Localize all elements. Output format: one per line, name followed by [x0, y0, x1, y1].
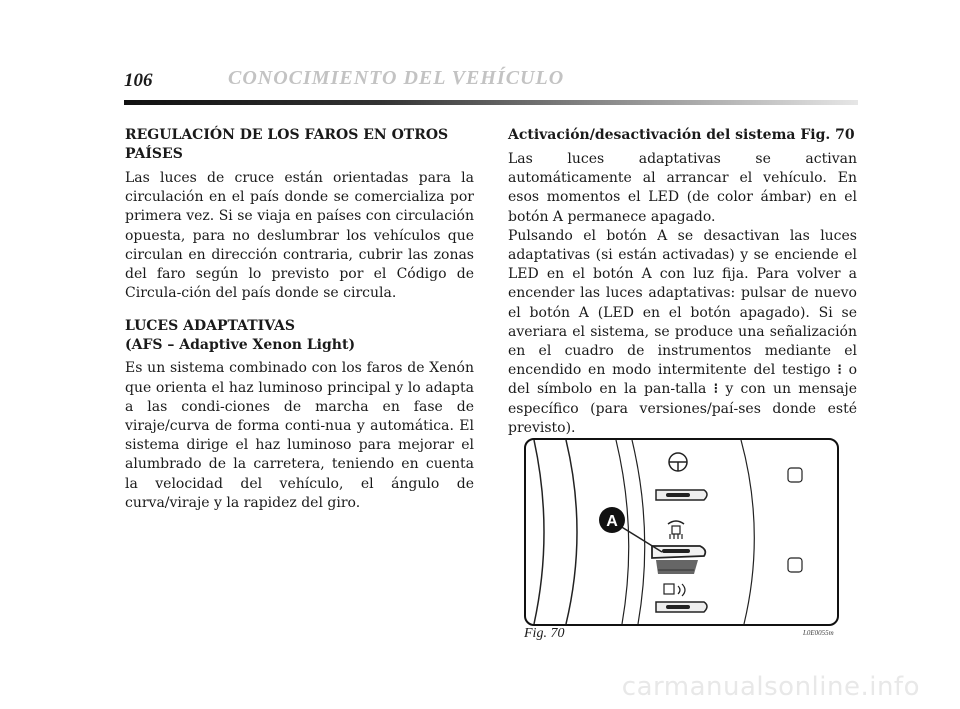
- heading-line2-close: ): [348, 337, 356, 354]
- figure-dashboard-button: [524, 438, 839, 626]
- dashboard-illustration: [526, 440, 837, 624]
- section-heading-activation: Activación/desactivación del sistema Fig. 70: [508, 127, 855, 143]
- left-column: [125, 126, 474, 513]
- parking-sensor-icon: [664, 584, 685, 596]
- page-number: 106: [124, 70, 153, 91]
- header-rule: [124, 100, 858, 105]
- paragraph-activation-1: Las luces adaptativas se activan automáticamente al arrancar el vehículo. En esos momentos el LED (de color ámbar) en el botón A permanece apagado.: [508, 151, 857, 225]
- lower-button: [656, 602, 707, 612]
- section-heading-foreign-countries: REGULACIÓN DE LOS FAROS EN OTROS PAÍSES: [125, 127, 449, 162]
- right-column: [508, 126, 857, 438]
- paragraph-activation-2: [508, 227, 857, 438]
- warning-light-icon: ⁝: [837, 362, 842, 379]
- display-symbol-icon: ⁝: [713, 381, 719, 398]
- upper-button: [656, 490, 707, 500]
- heading-line2-open: (: [125, 337, 132, 354]
- paragraph-activation-2-part1: Pulsando el botón A se desactivan las luces adaptativas (si están activadas) y se enciende el LED en el botón A con luz fija. Para volver a encender las luces adaptativas: pulsar de nuevo el botón A (LED en el botón apagado). Si se averiara el sistema, se produce una señalización en el cuadro de instrumentos mediante el encendido en modo intermitente del testigo: [508, 227, 857, 379]
- paragraph-activation-2-part2: o del símbolo en la pan-talla: [508, 362, 857, 398]
- watermark: carmanualsonline.info: [621, 672, 920, 702]
- section-heading-adaptive-lights: [125, 317, 474, 355]
- running-title: CONOCIMIENTO DEL VEHÍCULO: [228, 67, 565, 89]
- paragraph-adaptive-lights: Es un sistema combinado con los faros de Xenón que orienta el haz luminoso principal y lo adapta a las condi-ciones de marcha en fase de viraje/curva de forma conti-nua y automática. El sistema dirige el haz luminoso para mejorar el alumbrado de la carretera, teniendo en cuenta la velocidad del vehículo, el ángulo de curva/viraje y la rapidez del giro.: [125, 360, 474, 511]
- paragraph-foreign-countries: Las luces de cruce están orientadas para la circulación en el país donde se comercializa por primera vez. Si se viaja en países con circulación opuesta, para no deslumbrar los vehículos que circulan en dirección contraria, cubrir las zonas del faro según lo previsto por el Código de Circula-ción del país donde se circula.: [125, 170, 474, 302]
- figure-code: L0E0055m: [803, 629, 834, 637]
- paragraph-activation-2-part3: y con un mensaje específico (para versiones/paí-ses donde esté previsto).: [508, 381, 858, 436]
- steering-wheel-icon: [669, 453, 687, 471]
- figure-caption: Fig. 70: [524, 626, 565, 641]
- heading-line2-bold: AFS – Adaptive Xenon Light: [131, 337, 349, 354]
- heading-line1: LUCES ADAPTATIVAS: [125, 318, 295, 335]
- headlight-icon: [668, 521, 684, 539]
- label-a-text: A: [606, 513, 618, 530]
